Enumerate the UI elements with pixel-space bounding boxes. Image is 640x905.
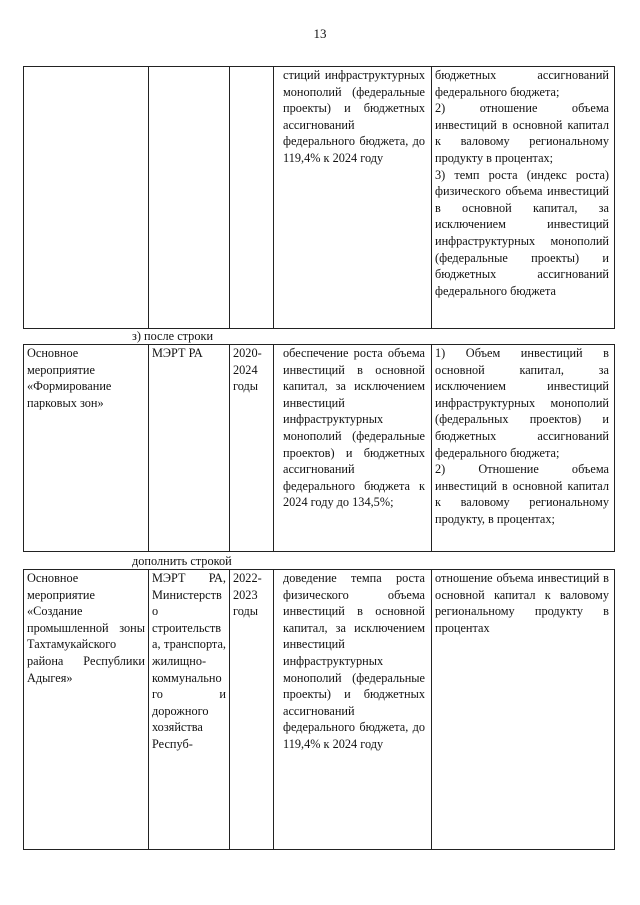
caption-after-row: з) после строки xyxy=(132,329,214,343)
period-cell xyxy=(230,67,274,329)
event-cell: Основное мероприятие «Создание промышленной зоны Тахтамукайского района Республики Адыгея» xyxy=(24,570,149,850)
caption-add-row: дополнить строкой xyxy=(132,554,232,568)
indicators-cell: отношение объема инвестиций в основной капитал к валовому региональному продукту в процентах xyxy=(432,570,615,850)
table-row-parks xyxy=(23,344,615,552)
result-cell: доведение темпа роста физического объема инвестиций в основной капитал, за исключением инвестиций инфраструктурных монополий (федеральные проекты) и бюджетных ассигнований федерального бюджета, до 119,4% к 2024 году xyxy=(274,570,432,850)
executor-cell: МЭРТ РА, Министерство строительства, транспорта, жилищно-коммунального и дорожного хозяйства Респуб- xyxy=(149,570,230,850)
result-cell: обеспечение роста объема инвестиций в основной капитал, за исключением инвестиций инфраструктурных монополий (федеральные проектов) и бюджетных ассигнований федерального бюджета к 2024 году до 134,5%; xyxy=(274,345,432,552)
executor-cell: МЭРТ РА xyxy=(149,345,230,552)
indicators-cell: бюджетных ассигнований федерального бюджета; 2) отношение объема инвестиций в основной капитал к валовому региональному продукту в процентах; 3) темп роста (индекс роста) физического объема инвестиций в основной капитал, за исключением инвестиций инфраструктурных монополий (федеральные проекты) и бюджетных ассигнований федерального бюджета xyxy=(432,67,615,329)
page-number: 13 xyxy=(313,26,327,41)
event-cell: Основное мероприятие «Формирование парковых зон» xyxy=(24,345,149,552)
table-row-industrial xyxy=(23,569,615,850)
table-row xyxy=(24,345,615,552)
executor-cell xyxy=(149,67,230,329)
period-cell: 2020-2024 годы xyxy=(230,345,274,552)
result-cell: стиций инфраструктурных монополий (федеральные проекты) и бюджетных ассигнований федерального бюджета, до 119,4% к 2024 году xyxy=(274,67,432,329)
period-cell: 2022-2023 годы xyxy=(230,570,274,850)
table-row xyxy=(24,570,615,850)
indicators-cell: 1) Объем инвестиций в основной капитал, за исключением инвестиций инфраструктурных монополий (федеральных проектов) и бюджетных ассигнований федерального бюджета; 2) Отношение объема инвестиций в основной капитал к валовому региональному продукту, в процентах; xyxy=(432,345,615,552)
table-row xyxy=(24,67,615,329)
table-continuation xyxy=(23,66,615,329)
event-cell xyxy=(24,67,149,329)
